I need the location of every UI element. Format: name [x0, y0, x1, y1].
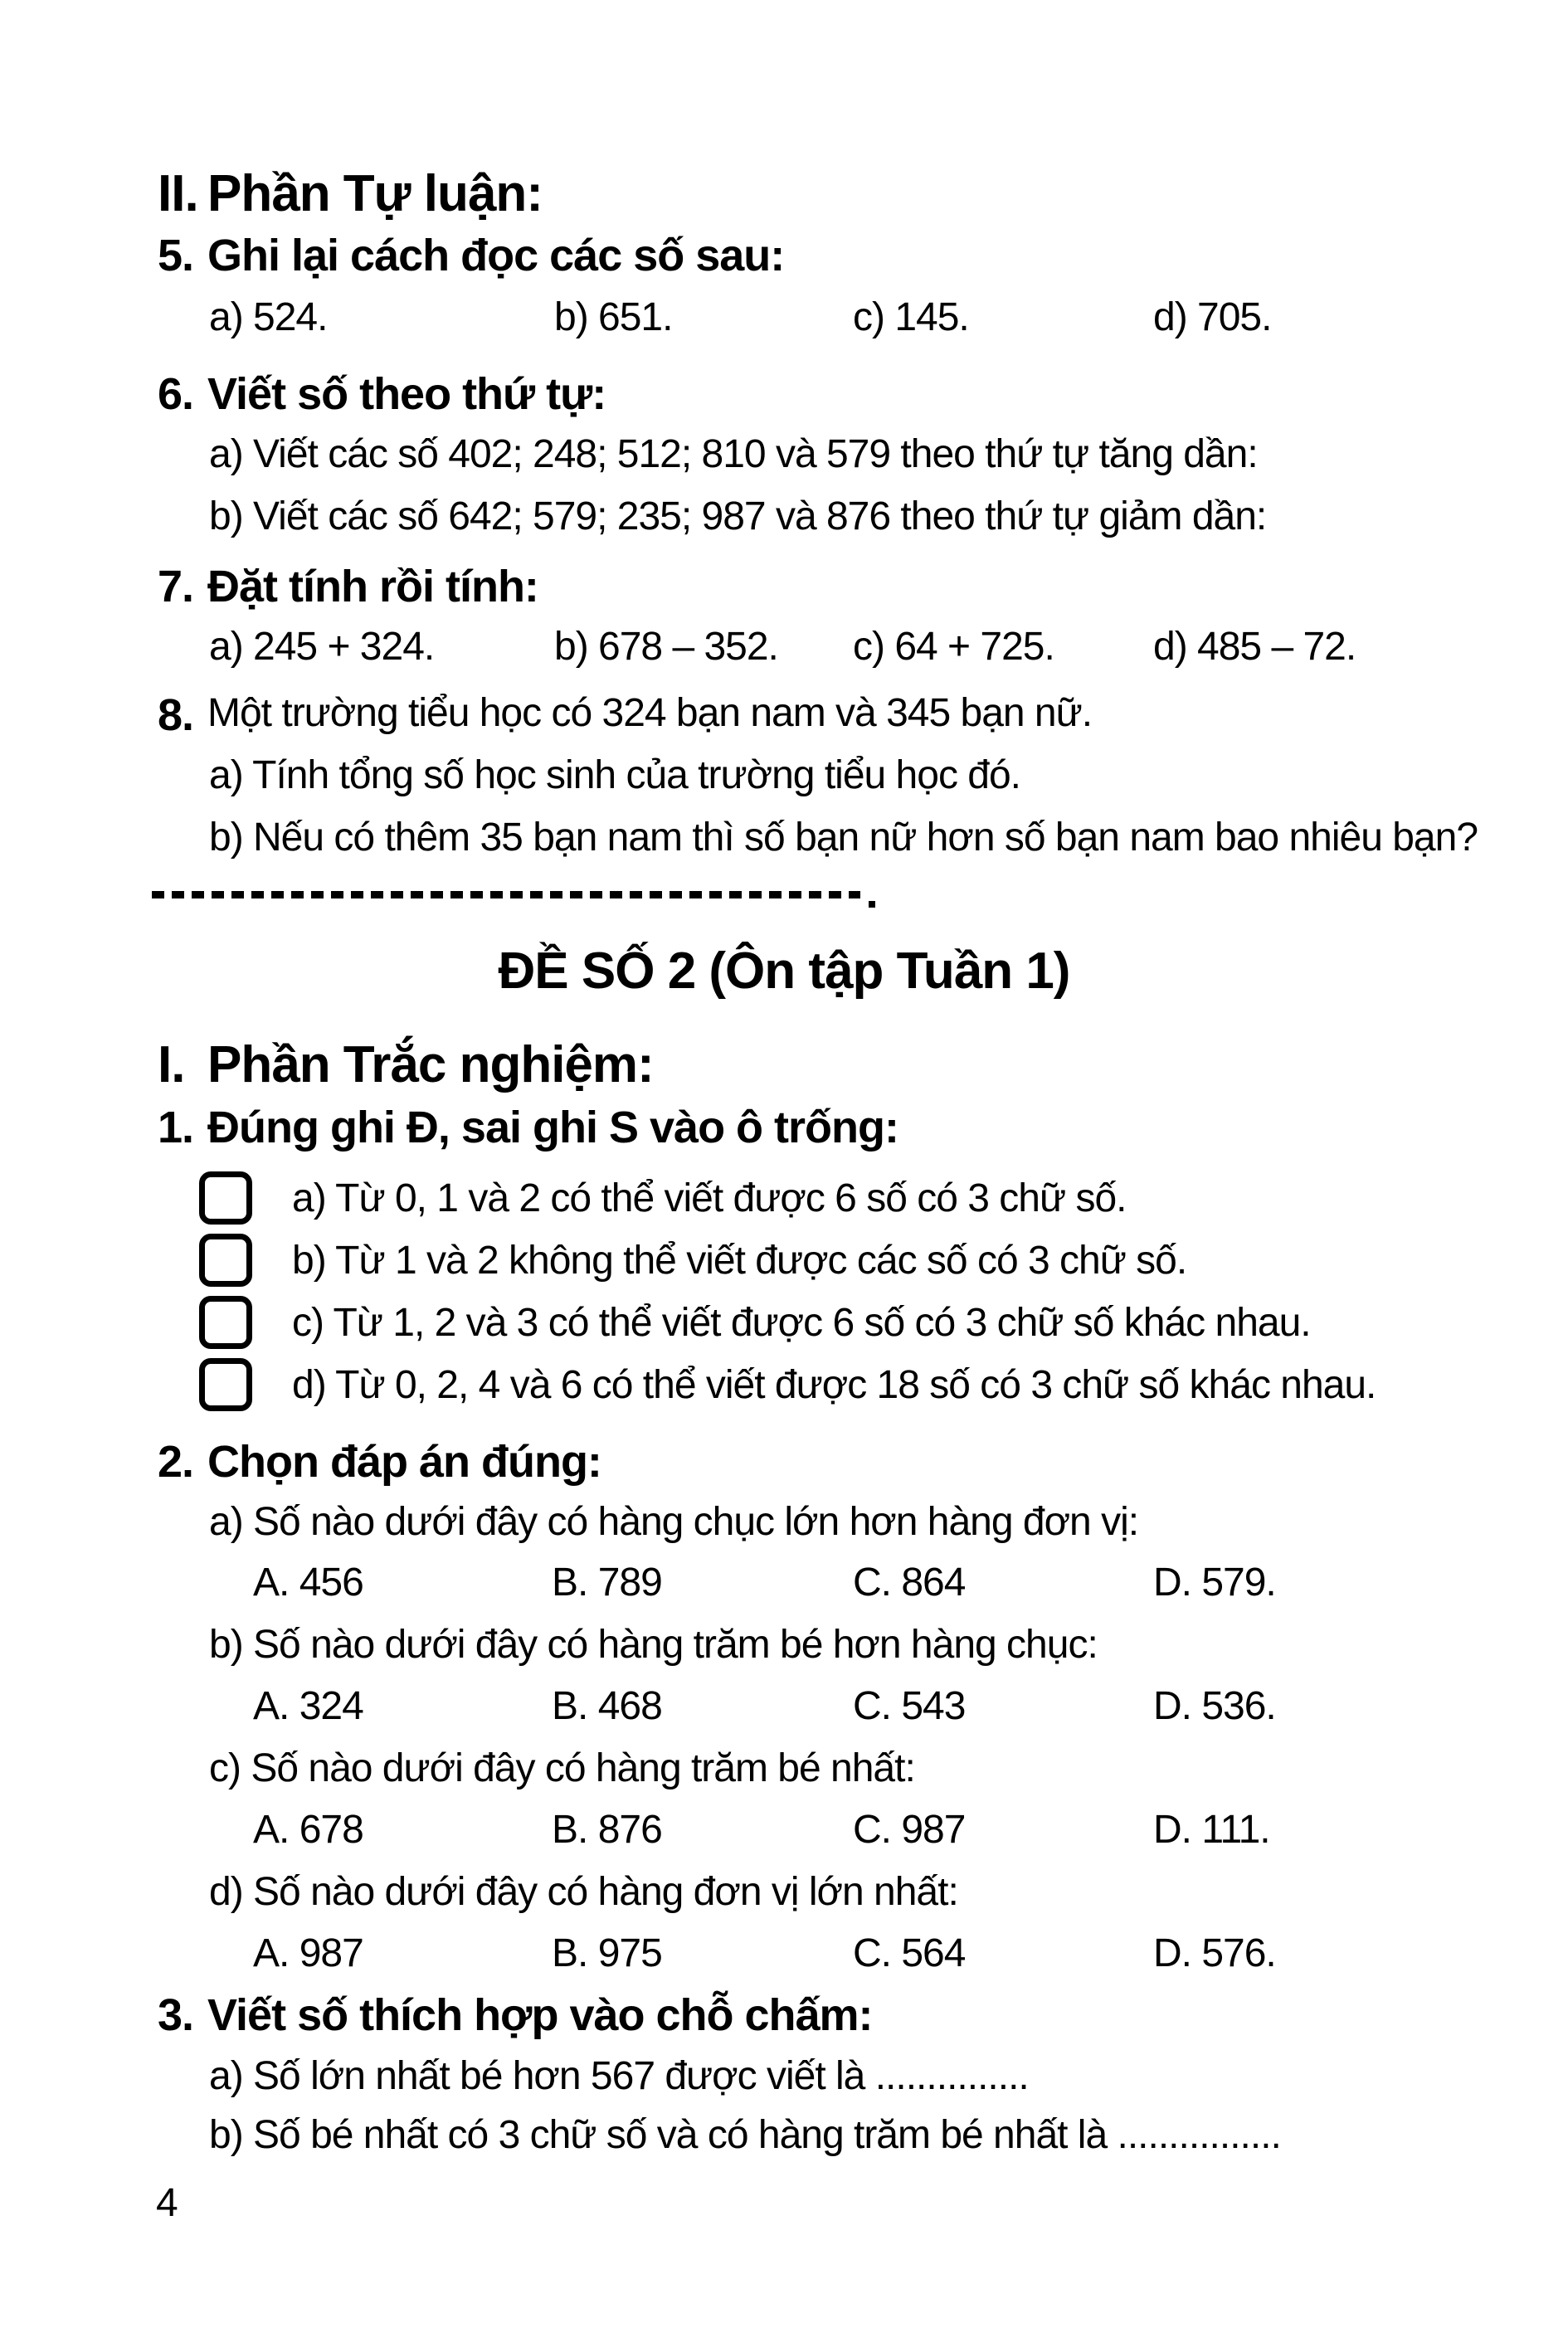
question-heading: Viết số thích hợp vào chỗ chấm:	[207, 1990, 873, 2040]
question-number: 8.	[158, 690, 194, 740]
choice-option: C. 543	[853, 1684, 966, 1728]
choice-option: A. 456	[253, 1561, 363, 1605]
section-heading: Phần Tự luận:	[207, 165, 543, 222]
question-number: 6.	[158, 369, 194, 419]
question-number: 2.	[158, 1437, 194, 1487]
sub-question: b) Số bé nhất có 3 chữ số và có hàng trăm bé nhất là ................	[209, 2113, 1281, 2157]
page-number: 4	[156, 2181, 178, 2225]
section-divider-dashed-line	[152, 891, 860, 898]
section-heading: Phần Trắc nghiệm:	[207, 1036, 654, 1093]
option-item: d) 485 – 72.	[1153, 625, 1356, 669]
choice-option: D. 111.	[1153, 1808, 1270, 1852]
sub-question: b) Viết các số 642; 579; 235; 987 và 876 theo thứ tự giảm dần:	[209, 494, 1267, 538]
option-item: a) 245 + 324.	[209, 625, 435, 669]
divider-end-dot	[869, 901, 875, 908]
section-number: II.	[158, 165, 198, 222]
question-number: 3.	[158, 1990, 194, 2040]
choice-option: B. 468	[552, 1684, 662, 1728]
choice-option: C. 864	[853, 1561, 966, 1605]
question-number: 7.	[158, 562, 194, 611]
question-text: Một trường tiểu học có 324 bạn nam và 345 bạn nữ.	[207, 691, 1093, 735]
sub-question: d) Số nào dưới đây có hàng đơn vị lớn nhất:	[209, 1870, 958, 1914]
question-heading: Đúng ghi Đ, sai ghi S vào ô trống:	[207, 1103, 898, 1152]
worksheet-title: ĐỀ SỐ 2 (Ôn tập Tuần 1)	[498, 942, 1070, 1000]
sub-question: a) Viết các số 402; 248; 512; 810 và 579 theo thứ tự tăng dần:	[209, 432, 1258, 476]
choice-option: A. 324	[253, 1684, 363, 1728]
choice-option: B. 876	[552, 1808, 662, 1852]
option-item: c) 64 + 725.	[853, 625, 1054, 669]
sub-question: b) Số nào dưới đây có hàng trăm bé hơn hàng chục:	[209, 1623, 1098, 1667]
choice-option: D. 576.	[1153, 1931, 1276, 1975]
sub-question: a) Tính tổng số học sinh của trường tiểu học đó.	[209, 753, 1020, 797]
option-item: c) 145.	[853, 295, 969, 339]
answer-checkbox	[199, 1171, 252, 1225]
question-heading: Viết số theo thứ tự:	[207, 369, 606, 419]
question-number: 1.	[158, 1103, 194, 1152]
checkbox-item-text: d) Từ 0, 2, 4 và 6 có thể viết được 18 số có 3 chữ số khác nhau.	[292, 1363, 1376, 1407]
checkbox-item-text: b) Từ 1 và 2 không thể viết được các số có 3 chữ số.	[292, 1239, 1187, 1283]
choice-option: C. 987	[853, 1808, 966, 1852]
option-item: a) 524.	[209, 295, 328, 339]
section-number: I.	[158, 1036, 185, 1093]
checkbox-item-text: a) Từ 0, 1 và 2 có thể viết được 6 số có 3 chữ số.	[292, 1176, 1127, 1220]
choice-option: B. 975	[552, 1931, 662, 1975]
choice-option: A. 678	[253, 1808, 363, 1852]
answer-checkbox	[199, 1358, 252, 1411]
answer-checkbox	[199, 1296, 252, 1349]
question-heading: Ghi lại cách đọc các số sau:	[207, 231, 785, 280]
choice-option: B. 789	[552, 1561, 662, 1605]
answer-checkbox	[199, 1234, 252, 1287]
sub-question: c) Số nào dưới đây có hàng trăm bé nhất:	[209, 1746, 915, 1790]
option-item: b) 651.	[554, 295, 673, 339]
question-number: 5.	[158, 231, 194, 280]
choice-option: C. 564	[853, 1931, 966, 1975]
question-heading: Chọn đáp án đúng:	[207, 1437, 601, 1487]
choice-option: D. 536.	[1153, 1684, 1276, 1728]
choice-option: D. 579.	[1153, 1561, 1276, 1605]
choice-option: A. 987	[253, 1931, 363, 1975]
sub-question: a) Số nào dưới đây có hàng chục lớn hơn hàng đơn vị:	[209, 1500, 1139, 1544]
option-item: d) 705.	[1153, 295, 1272, 339]
checkbox-item-text: c) Từ 1, 2 và 3 có thể viết được 6 số có 3 chữ số khác nhau.	[292, 1301, 1311, 1345]
question-heading: Đặt tính rồi tính:	[207, 562, 538, 611]
sub-question: b) Nếu có thêm 35 bạn nam thì số bạn nữ hơn số bạn nam bao nhiêu bạn?	[209, 816, 1478, 859]
option-item: b) 678 – 352.	[554, 625, 778, 669]
sub-question: a) Số lớn nhất bé hơn 567 được viết là ...............	[209, 2054, 1029, 2098]
